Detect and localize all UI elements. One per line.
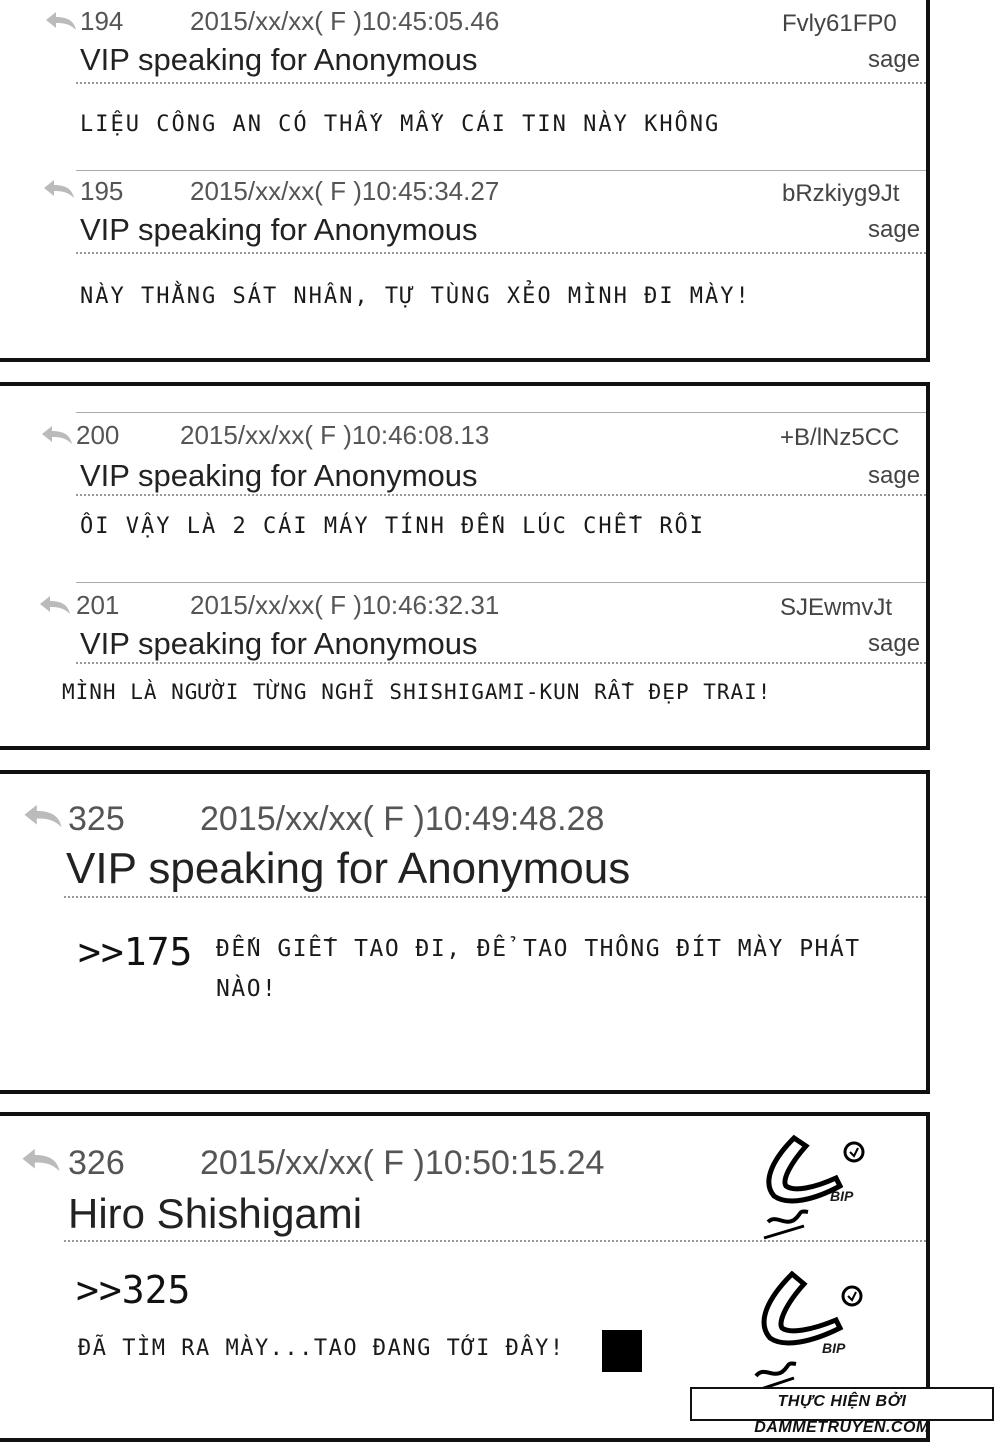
post-number[interactable]: 201 bbox=[76, 590, 120, 620]
post-id: Fvly61FP0 bbox=[782, 10, 897, 37]
post-number[interactable]: 200 bbox=[76, 420, 120, 450]
reply-arrow-icon bbox=[22, 802, 64, 830]
divider bbox=[76, 662, 926, 664]
reply-arrow-icon bbox=[44, 10, 78, 32]
reply-arrow-icon bbox=[42, 178, 76, 200]
post-message: NÀY THẰNG SÁT NHÂN, TỰ TÙNG XẺO MÌNH ĐI MÀY! bbox=[80, 284, 751, 309]
post-date: 2015/xx/xx( F )10:45:34.27 bbox=[190, 176, 500, 206]
post-id: SJEwmvJt bbox=[780, 594, 893, 621]
reply-arrow-icon bbox=[20, 1146, 62, 1174]
cursor-block bbox=[602, 1330, 642, 1372]
quote-link[interactable]: >>325 bbox=[76, 1268, 191, 1312]
post-date: 2015/xx/xx( F )10:49:48.28 bbox=[200, 800, 605, 838]
sfx-beep-upper bbox=[754, 1130, 874, 1250]
post-message: ĐẾN GIẾT TAO ĐI, ĐỂ TAO THÔNG ĐÍT MÀY PHÁT bbox=[216, 936, 861, 962]
poster-name: VIP speaking for Anonymous bbox=[80, 212, 478, 247]
panel-1 bbox=[0, 0, 930, 362]
credit-banner: THỰC HIỆN BỞI DAMMETRUYEN.COM bbox=[690, 1387, 994, 1421]
reply-arrow-icon bbox=[38, 594, 72, 616]
post-message: MÌNH LÀ NGƯỜI TỪNG NGHĨ SHISHIGAMI-KUN RẤT ĐẸP TRAI! bbox=[62, 680, 772, 704]
divider bbox=[76, 252, 926, 254]
divider bbox=[76, 412, 926, 413]
post-message: LIỆU CÔNG AN CÓ THẤY MẤY CÁI TIN NÀY KHÔNG bbox=[80, 112, 721, 137]
sage-label: sage bbox=[868, 216, 921, 243]
post-number[interactable]: 194 bbox=[80, 6, 124, 36]
sage-label: sage bbox=[868, 46, 921, 73]
poster-name: Hiro Shishigami bbox=[68, 1190, 363, 1237]
divider bbox=[76, 170, 926, 171]
post-id: bRzkiyg9Jt bbox=[782, 180, 900, 207]
divider bbox=[64, 896, 926, 898]
reply-arrow-icon bbox=[40, 424, 74, 446]
post-date: 2015/xx/xx( F )10:46:32.31 bbox=[190, 590, 500, 620]
poster-name: VIP speaking for Anonymous bbox=[80, 626, 478, 661]
poster-name: VIP speaking for Anonymous bbox=[66, 844, 631, 893]
post-message-line2: NÀO! bbox=[216, 976, 278, 1002]
panel-2 bbox=[0, 382, 930, 750]
post-message: ĐÃ TÌM RA MÀY...TAO ĐANG TỚI ĐÂY! bbox=[78, 1336, 565, 1361]
panel-3 bbox=[0, 770, 930, 1094]
poster-name: VIP speaking for Anonymous bbox=[80, 42, 478, 77]
sage-label: sage bbox=[868, 630, 921, 657]
post-date: 2015/xx/xx( F )10:46:08.13 bbox=[180, 420, 490, 450]
divider bbox=[76, 494, 926, 496]
post-number[interactable]: 325 bbox=[68, 800, 125, 838]
poster-name: VIP speaking for Anonymous bbox=[80, 458, 478, 493]
post-date: 2015/xx/xx( F )10:45:05.46 bbox=[190, 6, 500, 36]
divider bbox=[76, 582, 926, 583]
sfx-swoosh-icon bbox=[754, 1130, 874, 1250]
sfx-text: BIP bbox=[830, 1188, 854, 1204]
divider bbox=[76, 82, 926, 84]
post-number[interactable]: 326 bbox=[68, 1144, 125, 1182]
post-id: +B/lNz5CC bbox=[780, 424, 900, 451]
post-message: ÔI VẬY LÀ 2 CÁI MÁY TÍNH ĐẾN LÚC CHẾT RỒI bbox=[80, 514, 706, 539]
sfx-swoosh-icon bbox=[748, 1266, 878, 1396]
quote-link[interactable]: >>175 bbox=[78, 930, 193, 974]
sage-label: sage bbox=[868, 462, 921, 489]
post-date: 2015/xx/xx( F )10:50:15.24 bbox=[200, 1144, 605, 1182]
sfx-text: BIP bbox=[822, 1340, 846, 1356]
post-number[interactable]: 195 bbox=[80, 176, 124, 206]
sfx-beep-lower bbox=[748, 1266, 878, 1396]
